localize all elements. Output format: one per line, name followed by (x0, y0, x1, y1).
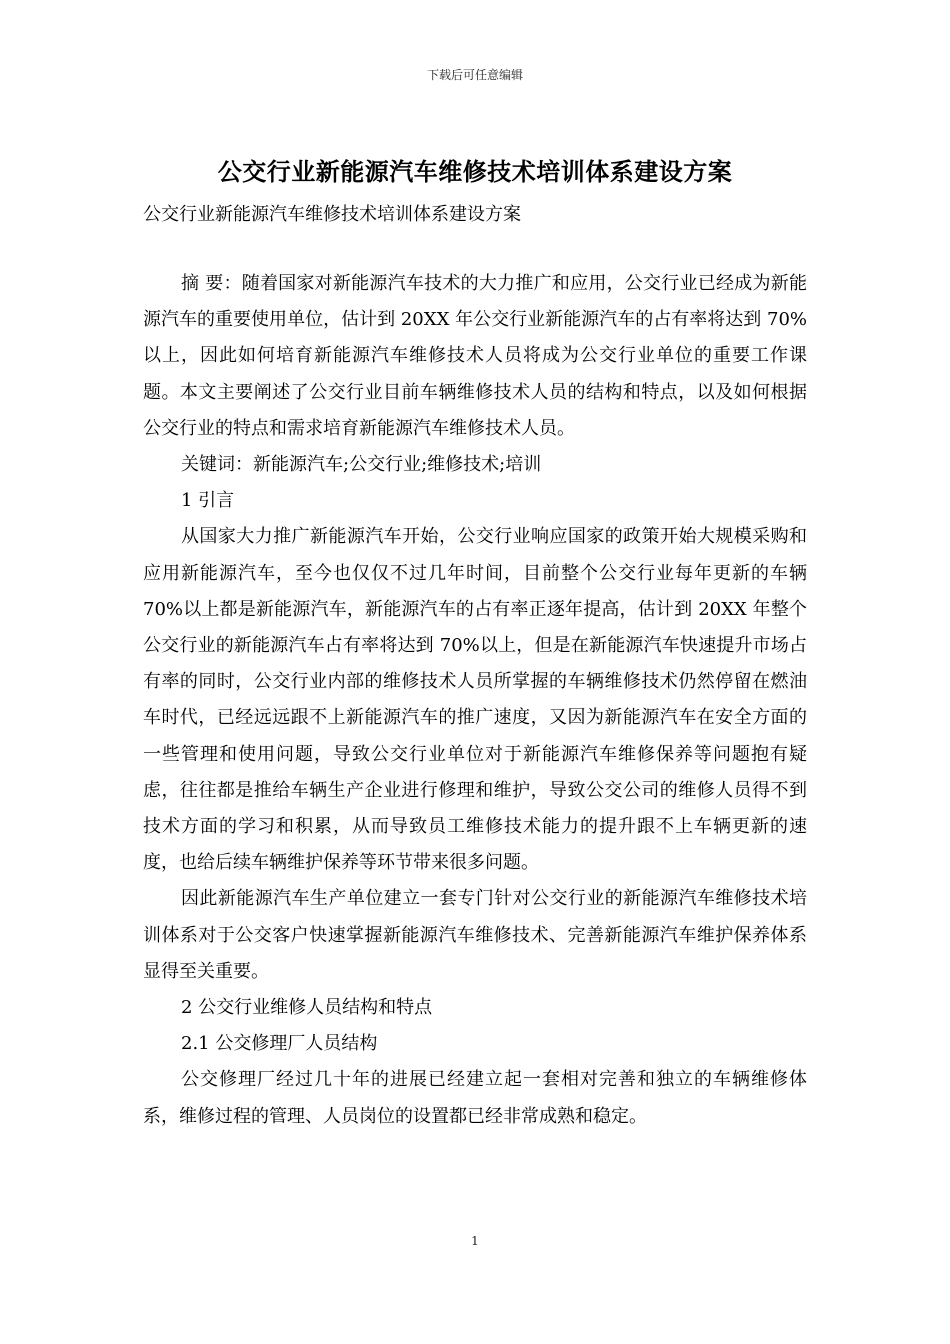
page-number: 1 (471, 1234, 479, 1248)
document-body (143, 266, 807, 1135)
body-paragraph: 从国家大力推广新能源汽车开始，公交行业响应国家的政策开始大规模采购和应用新能源汽车，至今也仅仅不过几年时间，目前整个公交行业每年更新的车辆 70%以上都是新能源汽车，新能源汽车的占有率正逐年提高，估计到 20XX 年整个公交行业的新能源汽车占有率将达到 70%以上，但是在新能源汽车快速提升市场占有率的同时，公交行业内部的维修技术人员所掌握的车辆维修技术仍然停留在燃油车时代，已经远远跟不上新能源汽车的推广速度，又因为新能源汽车在安全方面的一些管理和使用问题，导致公交行业单位对于新能源汽车维修保养等问题抱有疑虑，往往都是推给车辆生产企业进行修理和维护，导致公交公司的维修人员得不到技术方面的学习和积累，从而导致员工维修技术能力的提升跟不上车辆更新的速度，也给后续车辆维护保养等环节带来很多问题。 (143, 526, 807, 874)
document-title: 公交行业新能源汽车维修技术培训体系建设方案 (217, 157, 733, 186)
abstract-paragraph: 摘 要：随着国家对新能源汽车技术的大力推广和应用，公交行业已经成为新能源汽车的重要使用单位，估计到 20XX 年公交行业新能源汽车的占有率将达到 70%以上，因此如何培育新能源汽车维修技术人员将成为公交行业单位的重要工作课题。本文主要阐述了公交行业目前车辆维修技术人员的结构和特点，以及如何根据公交行业的特点和需求培育新能源汽车维修技术人员。 (143, 273, 807, 439)
subsection-heading: 2.1 公交修理厂人员结构 (181, 1033, 378, 1055)
page-header: 下载后可任意编辑 (426, 68, 523, 82)
body-paragraph: 因此新能源汽车生产单位建立一套专门针对公交行业的新能源汽车维修技术培训体系对于公交客户快速掌握新能源汽车维修技术、完善新能源汽车维护保养体系显得至关重要。 (143, 888, 807, 982)
section-heading-introduction: 1 引言 (181, 490, 235, 512)
body-paragraph: 公交修理厂经过几十年的进展已经建立起一套相对完善和独立的车辆维修体系，维修过程的管理、人员岗位的设置都已经非常成熟和稳定。 (143, 1069, 807, 1127)
document-subtitle: 公交行业新能源汽车维修技术培训体系建设方案 (143, 204, 521, 225)
keywords-paragraph: 关键词：新能源汽车;公交行业;维修技术;培训 (181, 454, 542, 476)
section-heading-structure: 2 公交行业维修人员结构和特点 (181, 997, 433, 1019)
